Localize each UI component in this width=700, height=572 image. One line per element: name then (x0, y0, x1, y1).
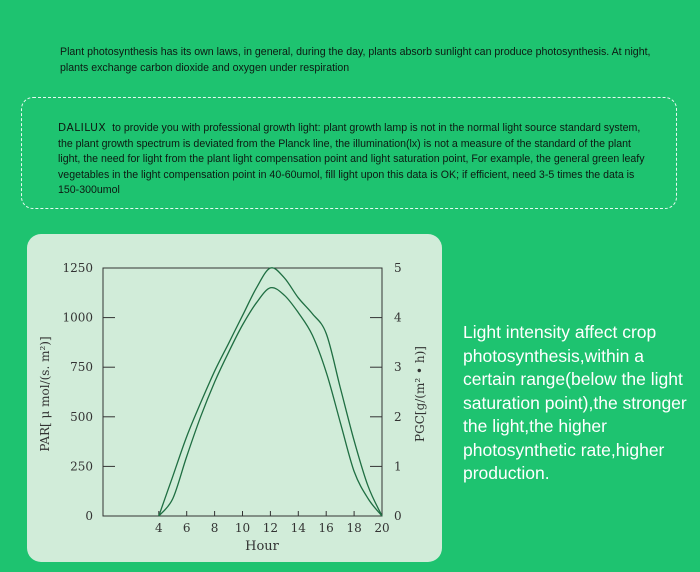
side-description: Light intensity affect crop photosynthesis,within a certain range(below the light saturation point),the stronger the light,the higher photosynthetic rate,higher production. (463, 322, 687, 483)
y-tick-label: 250 (70, 459, 93, 474)
intro-paragraph: Plant photosynthesis has its own laws, in general, during the day, plants absorb sunlight can produce photosynthesis. At night, plants exchange carbon dioxide and oxygen under respiration (60, 46, 651, 74)
series-line-par (159, 268, 382, 516)
photosynthesis-chart (27, 234, 442, 562)
y2-tick-label: 4 (394, 310, 402, 325)
y-tick-label: 1000 (62, 310, 93, 325)
y-axis-label: PAR[ μ mol/(s. m²)] (38, 336, 52, 452)
y2-tick-label: 2 (394, 409, 402, 424)
note-paragraph (58, 121, 646, 199)
plot-frame (103, 268, 382, 516)
x-tick-label: 18 (346, 521, 362, 535)
y2-axis-label: PGC[g/(m² • h)] (413, 346, 427, 442)
y2-tick-label: 0 (394, 509, 402, 523)
y-tick-label: 500 (70, 409, 93, 424)
x-tick-label: 16 (318, 521, 334, 535)
y-tick-label: 750 (70, 360, 93, 375)
y2-tick-label: 5 (394, 261, 402, 275)
note-body: to provide you with professional growth light: plant growth lamp is not in the normal light source standard system, the plant growth spectrum is deviated from the Planck line, the illumination(lx) is not a measure of the standard of the plant light, the need for light from the plant light compensation point and light saturation point, For example, the general green leafy vegetables in the light compensation point in 40-60umol, fill light upon this data is OK; if efficient, need 3-5 times the data is 150-300umol (58, 122, 645, 196)
chart-card (27, 234, 442, 562)
x-axis-label: Hour (245, 539, 279, 554)
y-tick-label: 1250 (62, 261, 93, 275)
y2-tick-label: 3 (394, 360, 402, 375)
y-tick-label: 0 (85, 509, 93, 523)
x-tick-label: 4 (154, 521, 163, 535)
x-tick-label: 14 (290, 521, 306, 535)
x-tick-label: 10 (234, 521, 251, 535)
x-tick-label: 20 (374, 521, 390, 535)
x-tick-label: 6 (182, 521, 191, 535)
x-tick-label: 12 (262, 521, 279, 535)
x-tick-label: 8 (210, 521, 219, 535)
brand-name: DALILUX (58, 122, 107, 134)
series-line-pgc (159, 288, 382, 516)
y2-tick-label: 1 (394, 459, 402, 474)
